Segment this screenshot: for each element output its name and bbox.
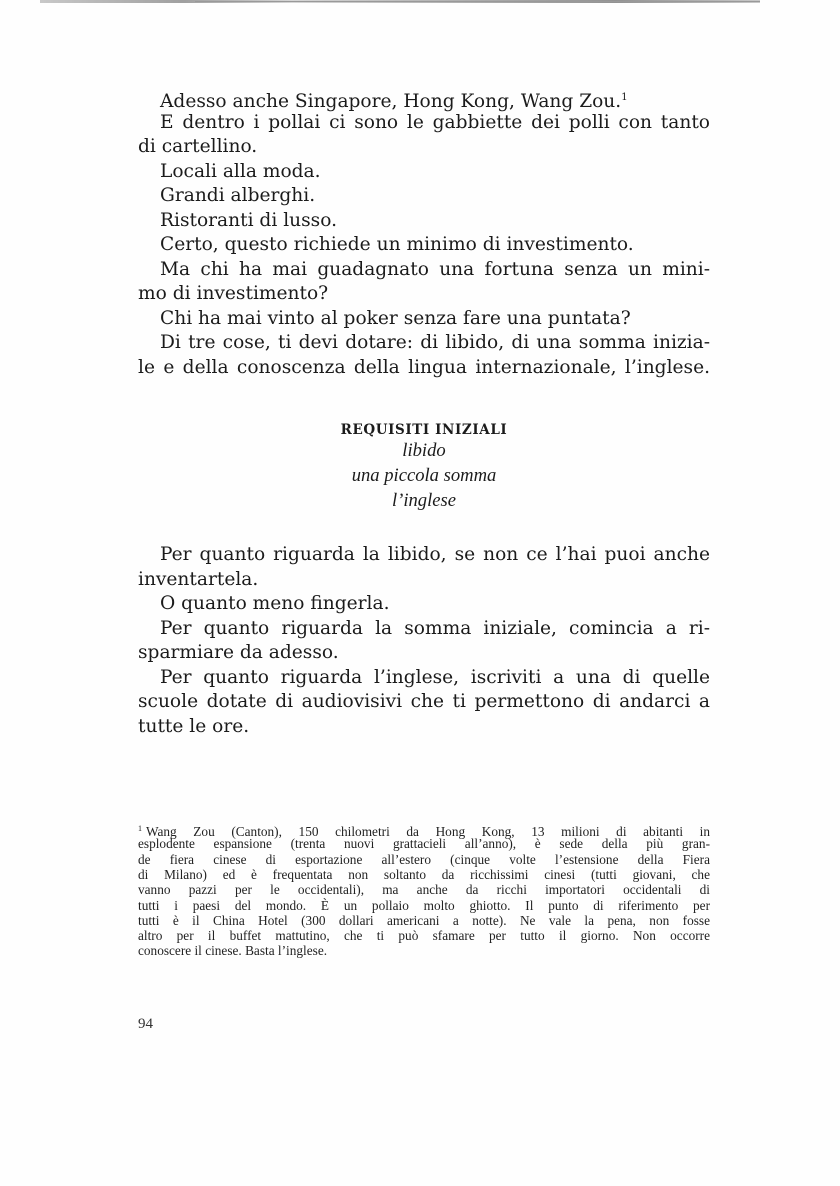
page-number: 94 <box>138 1016 153 1032</box>
footnote-marker: 1 <box>138 824 142 833</box>
text-line: sparmiare da adesso. <box>138 642 339 663</box>
text-line: inventartela. <box>138 568 259 590</box>
text-line: E dentro i pollai ci sono le gabbiette dei polli con tanto <box>160 111 710 133</box>
text-line: di cartellino. <box>138 136 258 157</box>
text-line: scuole dotate di audiovisivi che ti permettono di andarci a <box>138 691 710 712</box>
footnote-line: tutti i paesi del mondo. È un pollaio molto ghiotto. Il punto di riferimento per <box>138 897 710 913</box>
footnote-line: esplodente espansione (trenta nuovi grattacieli all’anno), è sede della più gran- <box>138 836 710 852</box>
requirements-heading: REQUISITI INIZIALI <box>340 422 508 438</box>
footnote-line: tutti è il China Hotel (300 dollari americani a notte). Ne vale la pena, non fosse <box>138 912 710 928</box>
footnote-line: altro per il buffet mattutino, che ti può sfamare per tutto il giorno. Non occorre <box>138 928 710 944</box>
footnote-reference[interactable]: 1 <box>621 92 628 103</box>
text-line: Grandi alberghi. <box>160 185 316 206</box>
footnote-line: $^1$ Wang Zou (Canton), 150 chilometri da Hong Kong, 13 milioni di abitanti in <box>138 824 710 839</box>
footnote-line: vanno pazzi per le occidentali), ma anche da ricchi importatori occidentali di <box>138 882 710 898</box>
text-line: Chi ha mai vinto al poker senza fare una puntata? <box>160 307 631 329</box>
text-line: Di tre cose, ti devi dotare: di libido, di una somma inizia- <box>160 332 710 353</box>
text-line: Per quanto riguarda l’inglese, iscriviti a una di quelle <box>160 666 710 688</box>
scan-edge-line-thin <box>195 1 760 2</box>
text-line: Adesso anche Singapore, Hong Kong, Wang Zou.$^1$ <box>160 91 628 112</box>
text-line: Per quanto riguarda la libido, se non ce l’hai puoi anche <box>160 544 710 565</box>
text-line: Ma chi ha mai guadagnato una fortuna senza un mini- <box>160 258 710 280</box>
requirement-item: una piccola somma <box>351 465 497 486</box>
text-line: O quanto meno fingerla. <box>160 593 390 614</box>
footnote-line: de fiera cinese di esportazione all’estero (cinque volte l’estensione della Fiera <box>138 851 710 867</box>
text-line: tutte le ore. <box>138 715 250 737</box>
text-line: Ristoranti di lusso. <box>160 209 337 231</box>
footnote-line: di Milano) ed è frequentata non soltanto da ricchissimi cinesi (tutti giovani, che <box>138 866 710 882</box>
text-line: le e della conoscenza della lingua internazionale, l’inglese. <box>138 356 710 378</box>
footnote-line: conoscere il cinese. Basta l’inglese. <box>138 943 328 959</box>
text-line: Certo, questo richiede un minimo di investimento. <box>160 234 634 255</box>
text-line: mo di investimento? <box>138 283 329 304</box>
text-line: Locali alla moda. <box>160 160 321 182</box>
requirement-item: libido <box>402 440 446 461</box>
text-line: Per quanto riguarda la somma iniziale, comincia a ri- <box>160 617 710 639</box>
requirement-item: l’inglese <box>391 490 457 511</box>
requirements-section <box>138 422 710 522</box>
